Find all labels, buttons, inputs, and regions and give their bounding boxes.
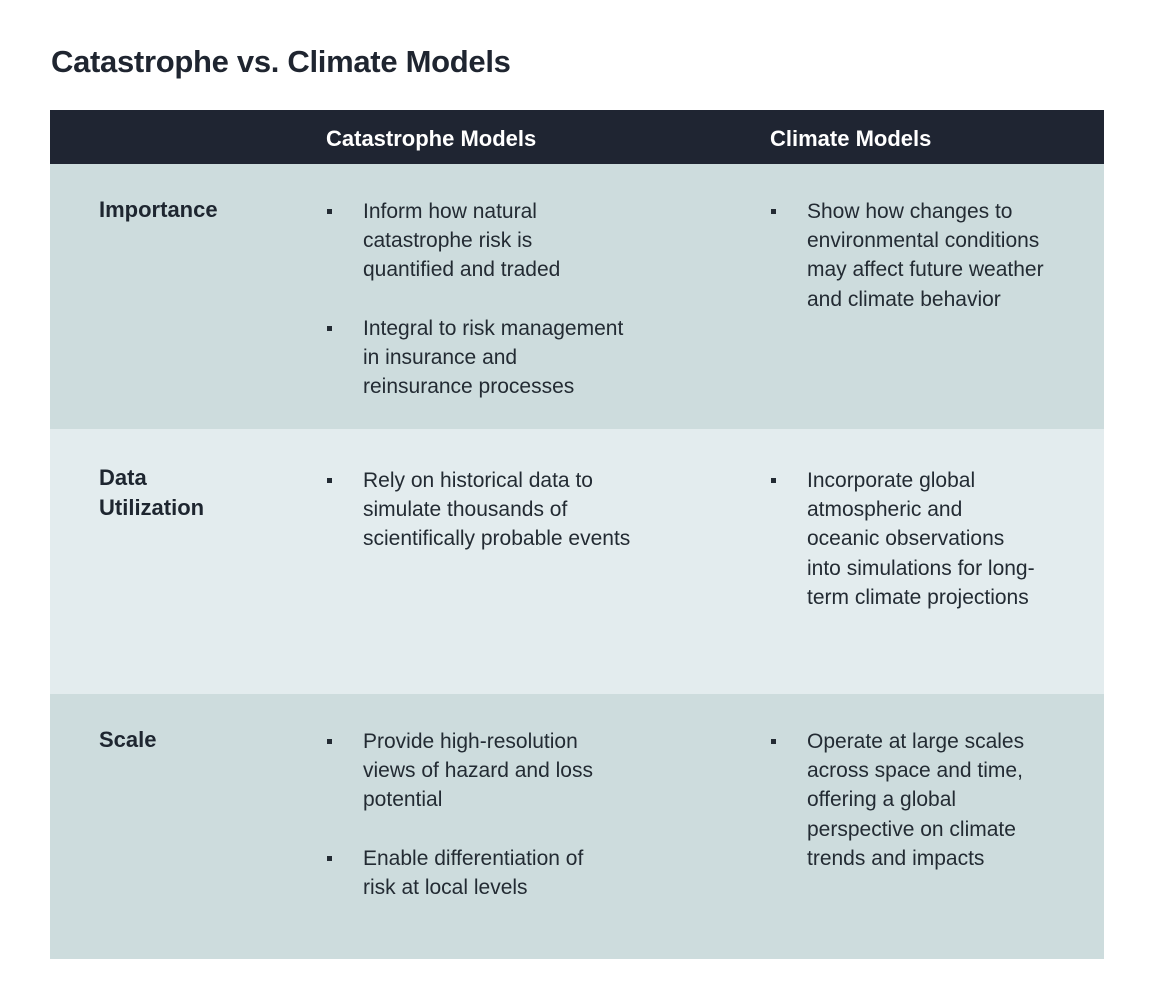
table-row-data-utilization (50, 429, 1104, 694)
bullet-icon (327, 326, 332, 331)
list-item (770, 197, 1050, 314)
table-row-scale (50, 694, 1104, 959)
cell-catastrophe-scale (326, 727, 616, 902)
list-item (326, 314, 626, 402)
list-item (326, 844, 616, 902)
table-header (50, 110, 1104, 164)
cell-climate-data-utilization (770, 466, 1040, 612)
bullet-text: Integral to risk management in insurance and reinsurance processes (363, 316, 624, 399)
bullet-icon (771, 739, 776, 744)
bullet-text: Provide high-resolution views of hazard and loss potential (363, 730, 593, 812)
bullet-icon (771, 209, 776, 214)
cell-climate-importance (770, 197, 1050, 314)
table-row-importance (50, 164, 1104, 429)
row-label-scale: Scale (99, 727, 157, 752)
bullet-icon (327, 209, 332, 214)
bullet-text: Enable differentiation of risk at local levels (363, 846, 584, 899)
cell-catastrophe-importance (326, 197, 626, 401)
row-label-data-utilization: Data Utilization (99, 465, 205, 520)
bullet-icon (327, 739, 332, 744)
bullet-text: Incorporate global atmospheric and oceanic observations into simulations for long-term climate projections (807, 469, 1035, 609)
comparison-table (50, 110, 1104, 959)
list-item (326, 197, 626, 285)
list-item (770, 727, 1062, 873)
column-header-climate: Climate Models (770, 126, 932, 151)
bullet-text: Rely on historical data to simulate thousands of scientifically probable events (363, 469, 631, 551)
bullet-icon (327, 478, 332, 483)
bullet-text: Operate at large scales across space and time, offering a global perspective on climate trends and impacts (807, 730, 1025, 870)
cell-climate-scale (770, 727, 1062, 873)
bullet-icon (771, 478, 776, 483)
list-item (326, 466, 636, 554)
row-label-importance: Importance (99, 197, 218, 222)
list-item (326, 727, 616, 815)
page-title: Catastrophe vs. Climate Models (51, 44, 511, 79)
bullet-text: Show how changes to environmental conditions may affect future weather and climate behavior (807, 200, 1044, 311)
bullet-text: Inform how natural catastrophe risk is quantified and traded (363, 200, 561, 282)
list-item (770, 466, 1040, 612)
cell-catastrophe-data-utilization (326, 466, 636, 554)
column-header-catastrophe: Catastrophe Models (326, 126, 537, 151)
bullet-icon (327, 856, 332, 861)
